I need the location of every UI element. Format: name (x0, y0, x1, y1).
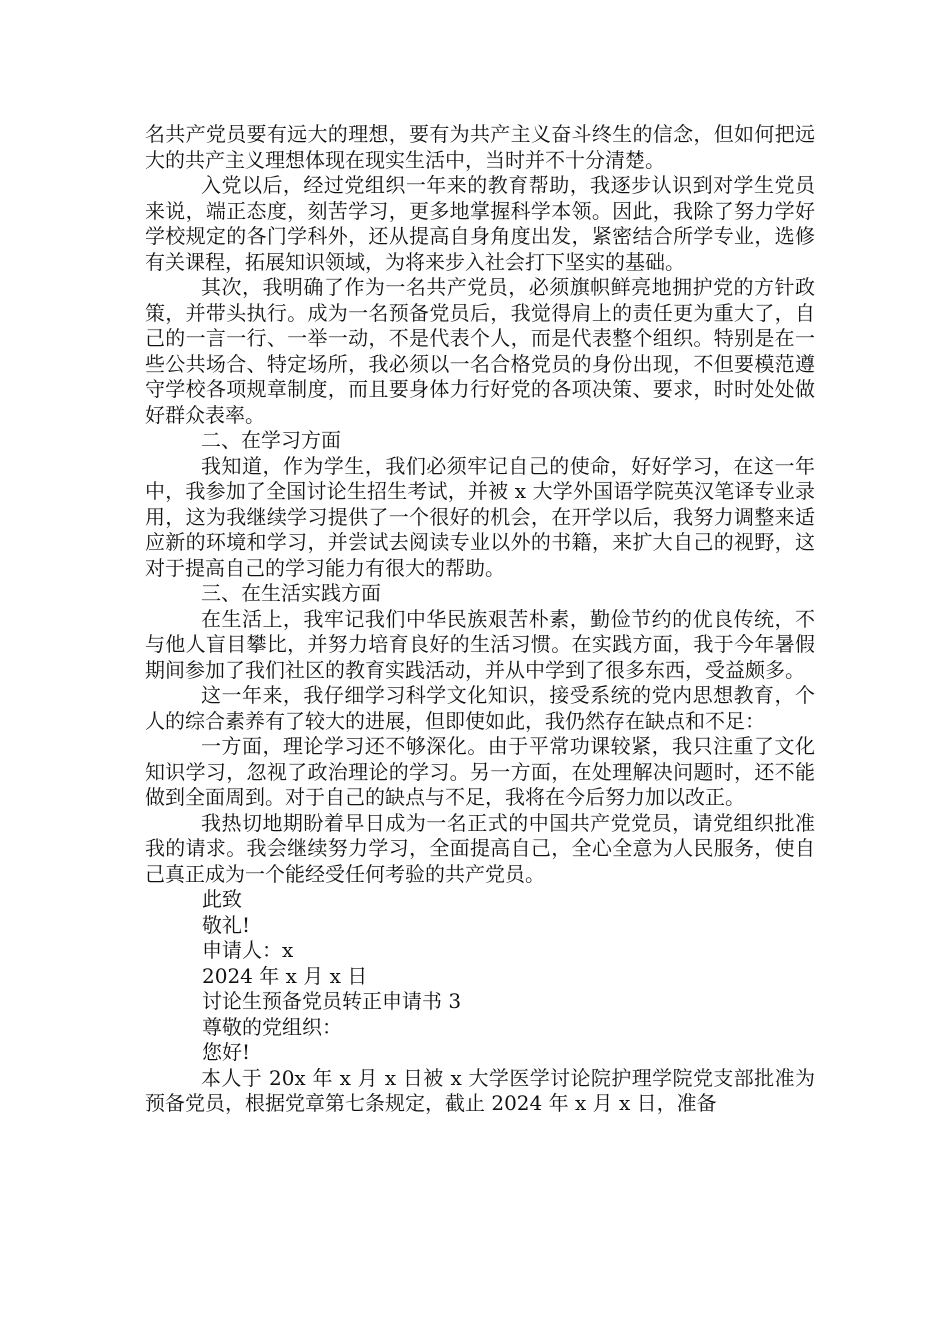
paragraph-shortcomings: 一方面，理论学习还不够深化。由于平常功课较紧，我只注重了文化知识学习，忽视了政治理论的学习。另一方面，在处理解决问题时，还不能做到全面周到。对于自己的缺点与不足，我将在今后努力加以改正。 (145, 734, 815, 809)
paragraph-study-awareness: 入党以后，经过党组织一年来的教育帮助，我逐步认识到对学生党员来说，端正态度，刻苦学习，更多地掌握科学本领。因此，我除了努力学好学校规定的各门学科外，还从提高自身角度出发，紧密结合所学专业，选修有关课程，拓展知识领域，为将来步入社会打下坚实的基础。 (145, 173, 815, 274)
paragraph-request: 我热切地期盼着早日成为一名正式的中国共产党党员，请党组织批准我的请求。我会继续努力学习，全面提高自己，全心全意为人民服务，使自己真正成为一个能经受任何考验的共产党员。 (145, 810, 815, 886)
document-body (145, 122, 815, 1117)
applicant-signature: 申请人：x (202, 938, 294, 962)
paragraph-life-practice: 在生活上，我牢记我们中华民族艰苦朴素，勤俭节约的优良传统，不与他人盲目攀比，并努力培育良好的生活习惯。在实践方面，我于今年暑假期间参加了我们社区的教育实践活动，并从中学到了很多东西，受益颇多。 (145, 606, 815, 682)
closing-salutation: 此致 (202, 887, 242, 911)
application-date: 2024 年 x 月 x 日 (202, 963, 368, 988)
paragraph-study: 我知道，作为学生，我们必须牢记自己的使命，好好学习，在这一年中，我参加了全国讨论生招生考试，并被 x 大学外国语学院英汉笔译专业录用，这为我继续学习提供了一个很好的机会，在开学以后，我努力调整来适应新的环境和学习，并尝试去阅读专业以外的书籍，来扩大自己的视野，这对于提高自己的学习能力有很大的帮助。 (145, 453, 815, 580)
paragraph-continued: 名共产党员要有远大的理想，要有为共产主义奋斗终生的信念，但如何把远大的共产主义理想体现在现实生活中，当时并不十分清楚。 (145, 122, 815, 172)
paragraph-party-policy: 其次，我明确了作为一名共产党员，必须旗帜鲜亮地拥护党的方针政策，并带头执行。成为一名预备党员后，我觉得肩上的责任更为重大了，自己的一言一行、一举一动，不是代表个人，而是代表整个组织。特别是在一些公共场合、特定场所，我必须以一名合格党员的身份出现，不但要模范遵守学校各项规章制度，而且要身体力行好党的各项决策、要求，时时处处做好群众表率。 (145, 275, 815, 427)
paragraph-year-summary: 这一年来，我仔细学习科学文化知识，接受系统的党内思想教育，个人的综合素养有了较大的进展，但即使如此，我仍然存在缺点和不足： (145, 683, 815, 733)
paragraph-opening: 本人于 20x 年 x 月 x 日被 x 大学医学讨论院护理学院党支部批准为预备党员，根据党章第七条规定，截止 2024 年 x 月 x 日，准备 (145, 1065, 815, 1115)
section-heading-study: 二、在学习方面 (201, 428, 341, 452)
letter-greeting: 您好! (202, 1040, 251, 1064)
document-title: 讨论生预备党员转正申请书 3 (202, 989, 462, 1013)
letter-salutation: 尊敬的党组织： (202, 1014, 342, 1039)
section-heading-life-practice: 三、在生活实践方面 (201, 581, 381, 605)
closing-regards: 敬礼! (202, 912, 251, 937)
